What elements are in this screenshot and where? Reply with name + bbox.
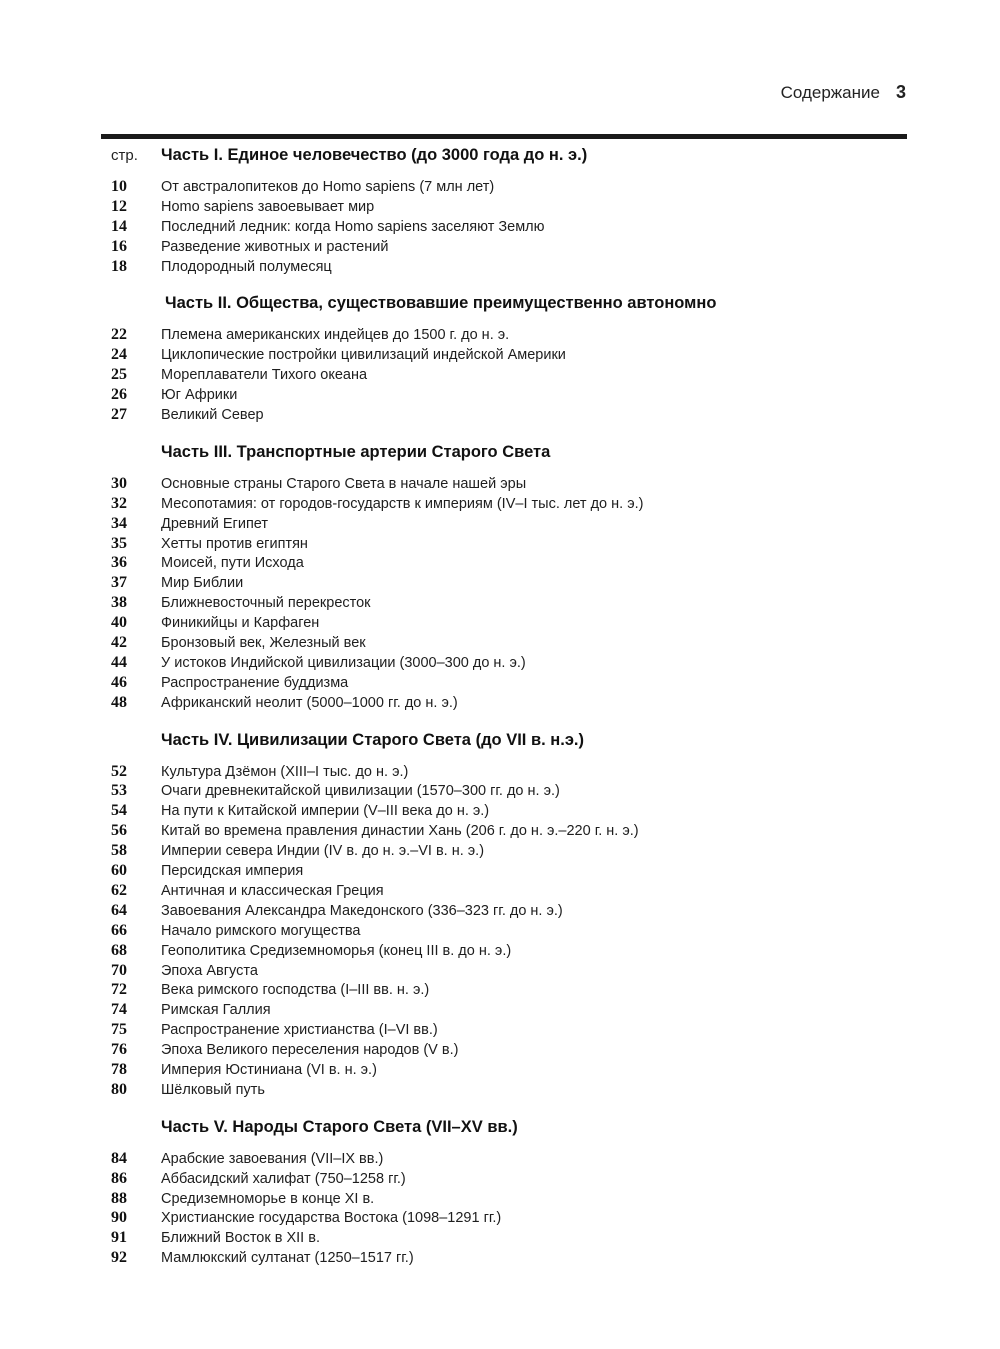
- header-rule: [101, 134, 907, 139]
- entry-page: 66: [111, 921, 127, 939]
- entry-page: 36: [111, 554, 127, 572]
- entry-page: 46: [111, 673, 127, 691]
- entry-title: Средиземноморье в конце XI в.: [161, 1190, 375, 1207]
- toc-entry[interactable]: [0, 1169, 1000, 1189]
- entry-page: 70: [111, 961, 127, 979]
- entry-page: 37: [111, 574, 127, 592]
- toc-entry[interactable]: [0, 553, 1000, 573]
- entry-page: 92: [111, 1249, 127, 1267]
- toc-entry[interactable]: [0, 325, 1000, 345]
- entry-page: 32: [111, 494, 127, 512]
- toc-entry[interactable]: [0, 762, 1000, 782]
- toc-entry[interactable]: [0, 514, 1000, 534]
- entry-title: Великий Север: [161, 407, 264, 424]
- entry-page: 53: [111, 782, 127, 800]
- toc-entry[interactable]: [0, 1040, 1000, 1060]
- entry-title: Последний ледник: когда Homo sapiens заселяют Землю: [161, 218, 545, 235]
- entry-title: Африканский неолит (5000–1000 гг. до н. э.): [161, 694, 458, 711]
- toc-entry[interactable]: [0, 257, 1000, 277]
- toc-entry[interactable]: [0, 613, 1000, 633]
- part-title: Часть II. Общества, существовавшие преимущественно автономно: [165, 294, 717, 313]
- entry-title: Юг Африки: [161, 387, 238, 404]
- entry-page: 90: [111, 1209, 127, 1227]
- toc-entry[interactable]: [0, 1189, 1000, 1209]
- entry-title: Основные страны Старого Света в начале нашей эры: [161, 475, 527, 492]
- section-heading: [0, 294, 1000, 320]
- entry-title: Эпоха Великого переселения народов (V в.): [161, 1042, 459, 1059]
- entry-page: 35: [111, 534, 127, 552]
- entry-page: 38: [111, 594, 127, 612]
- entry-title: Мореплаватели Тихого океана: [161, 367, 368, 384]
- toc-entry[interactable]: [0, 345, 1000, 365]
- toc-entry[interactable]: [0, 801, 1000, 821]
- entry-title: Античная и классическая Греция: [161, 882, 384, 899]
- entry-title: Империя Юстиниана (VI в. н. э.): [161, 1061, 377, 1078]
- toc-entry[interactable]: [0, 197, 1000, 217]
- entry-page: 60: [111, 862, 127, 880]
- toc-entry[interactable]: [0, 177, 1000, 197]
- entry-title: Бронзовый век, Железный век: [161, 635, 366, 652]
- toc-entry[interactable]: [0, 217, 1000, 237]
- entry-title: Распространение буддизма: [161, 674, 349, 691]
- entry-page: 26: [111, 386, 127, 404]
- entry-title: Очаги древнекитайской цивилизации (1570–300 гг. до н. э.): [161, 783, 560, 800]
- section-gap: [0, 1100, 1000, 1118]
- entry-page: 76: [111, 1041, 127, 1059]
- entry-title: Племена американских индейцев до 1500 г. до н. э.: [161, 327, 510, 344]
- toc-entry[interactable]: [0, 1228, 1000, 1248]
- entry-title: Эпоха Августа: [161, 962, 258, 979]
- entry-title: От австралопитеков до Homo sapiens (7 млн лет): [161, 179, 495, 195]
- entry-page: 42: [111, 634, 127, 652]
- section-heading: [0, 443, 1000, 469]
- toc-entry[interactable]: [0, 881, 1000, 901]
- entry-title: Древний Египет: [161, 515, 269, 532]
- entry-title: Шёлковый путь: [161, 1081, 265, 1098]
- toc-entry[interactable]: [0, 980, 1000, 1000]
- entry-page: 54: [111, 802, 127, 820]
- entry-page: 40: [111, 614, 127, 632]
- toc-entry[interactable]: [0, 821, 1000, 841]
- table-of-contents: [0, 146, 1000, 1268]
- entry-title: Плодородный полумесяц: [161, 258, 332, 275]
- toc-entry[interactable]: [0, 653, 1000, 673]
- entry-page: 27: [111, 406, 127, 424]
- entry-page: 10: [111, 178, 127, 195]
- toc-entry[interactable]: [0, 781, 1000, 801]
- entry-page: 44: [111, 653, 127, 671]
- entry-title: Века римского господства (I–III вв. н. э.): [161, 982, 430, 999]
- toc-entry[interactable]: [0, 405, 1000, 425]
- toc-entry[interactable]: [0, 1060, 1000, 1080]
- entry-title: Империи севера Индии (IV в. до н. э.–VI в. н. э.): [161, 843, 485, 860]
- toc-entry[interactable]: [0, 1020, 1000, 1040]
- section-heading: [0, 1118, 1000, 1144]
- entry-page: 78: [111, 1060, 127, 1078]
- entry-page: 62: [111, 881, 127, 899]
- toc-entry[interactable]: [0, 633, 1000, 653]
- entry-page: 25: [111, 366, 127, 384]
- entry-page: 34: [111, 514, 127, 532]
- entry-page: 74: [111, 1001, 127, 1019]
- entry-title: Финикийцы и Карфаген: [161, 615, 320, 632]
- part-title: Часть I. Единое человечество (до 3000 года до н. э.): [161, 146, 588, 164]
- toc-entry[interactable]: [0, 941, 1000, 961]
- entry-title: Геополитика Средиземноморья (конец III в. до н. э.): [161, 942, 512, 959]
- entry-title: Арабские завоевания (VII–IX вв.): [161, 1150, 384, 1167]
- toc-entry[interactable]: [0, 365, 1000, 385]
- entry-title: Китай во времена правления династии Хань (206 г. до н. э.–220 г. н. э.): [161, 823, 639, 840]
- toc-entry[interactable]: [0, 861, 1000, 881]
- entry-title: Homo sapiens завоевывает мир: [161, 198, 375, 215]
- toc-entry[interactable]: [0, 673, 1000, 693]
- toc-entry[interactable]: [0, 474, 1000, 494]
- entry-title: Циклопические постройки цивилизаций индейской Америки: [161, 347, 566, 364]
- entry-title: У истоков Индийской цивилизации (3000–300 до н. э.): [161, 654, 526, 671]
- entry-title: Разведение животных и растений: [161, 238, 389, 255]
- toc-entry[interactable]: [0, 921, 1000, 941]
- entry-page: 16: [111, 237, 127, 255]
- toc-entry[interactable]: [0, 1000, 1000, 1020]
- section-gap: [0, 713, 1000, 731]
- section-heading: [0, 731, 1000, 757]
- entry-page: 12: [111, 197, 127, 215]
- section-gap: [0, 425, 1000, 443]
- toc-entry[interactable]: [0, 534, 1000, 554]
- entry-title: Мир Библии: [161, 575, 244, 592]
- toc-entry[interactable]: [0, 1208, 1000, 1228]
- entry-title: Христианские государства Востока (1098–1291 гг.): [161, 1210, 502, 1227]
- entry-title: Моисей, пути Исхода: [161, 555, 304, 572]
- entry-page: 14: [111, 217, 127, 235]
- toc-entry[interactable]: [0, 494, 1000, 514]
- entry-page: 18: [111, 257, 127, 275]
- entry-page: 84: [111, 1149, 127, 1167]
- entry-title: Римская Галлия: [161, 1002, 271, 1019]
- page-column-label: стр.: [111, 147, 138, 164]
- entry-page: 80: [111, 1080, 127, 1098]
- part-title: Часть V. Народы Старого Света (VII–XV вв.): [161, 1117, 518, 1136]
- entry-title: Культура Дзёмон (XIII–I тыс. до н. э.): [161, 763, 409, 780]
- toc-entry[interactable]: [0, 1080, 1000, 1100]
- entry-title: Начало римского могущества: [161, 922, 361, 939]
- toc-entry[interactable]: [0, 385, 1000, 405]
- toc-entry[interactable]: [0, 841, 1000, 861]
- entry-page: 52: [111, 762, 127, 780]
- entry-title: Хетты против египтян: [161, 535, 308, 552]
- toc-entry[interactable]: [0, 573, 1000, 593]
- entry-title: Ближневосточный перекресток: [161, 595, 371, 612]
- entry-page: 48: [111, 693, 127, 711]
- toc-entry[interactable]: [0, 901, 1000, 921]
- entry-page: 72: [111, 981, 127, 999]
- toc-entry[interactable]: [0, 1149, 1000, 1169]
- entry-title: Ближний Восток в XII в.: [161, 1230, 320, 1247]
- part-title: Часть III. Транспортные артерии Старого Света: [161, 442, 551, 461]
- part-title: Часть IV. Цивилизации Старого Света (до VII в. н.э.): [161, 730, 585, 749]
- toc-entry[interactable]: [0, 593, 1000, 613]
- section-heading: [0, 146, 1000, 172]
- entry-title: Завоевания Александра Македонского (336–323 гг. до н. э.): [161, 902, 563, 919]
- entry-page: 64: [111, 901, 127, 919]
- entry-page: 86: [111, 1169, 127, 1187]
- running-head-title: Содержание: [780, 83, 880, 102]
- entry-page: 56: [111, 822, 127, 840]
- running-head: [781, 82, 906, 103]
- entry-page: 30: [111, 474, 127, 492]
- entry-title: Мамлюкский султанат (1250–1517 гг.): [161, 1250, 414, 1267]
- section-gap: [0, 276, 1000, 294]
- entry-page: 58: [111, 842, 127, 860]
- entry-page: 75: [111, 1021, 127, 1039]
- entry-title: Месопотамия: от городов-государств к империям (IV–I тыс. лет до н. э.): [161, 495, 644, 512]
- entry-page: 91: [111, 1229, 127, 1247]
- entry-title: На пути к Китайской империи (V–III века до н. э.): [161, 803, 490, 820]
- toc-entry[interactable]: [0, 1248, 1000, 1268]
- entry-page: 68: [111, 941, 127, 959]
- entry-page: 22: [111, 326, 127, 344]
- toc-entry[interactable]: [0, 237, 1000, 257]
- entry-page: 88: [111, 1189, 127, 1207]
- page-number: 3: [895, 82, 906, 102]
- entry-title: Распространение христианства (I–VI вв.): [161, 1022, 438, 1039]
- entry-title: Персидская империя: [161, 863, 304, 880]
- entry-page: 24: [111, 346, 127, 364]
- toc-entry[interactable]: [0, 961, 1000, 981]
- toc-entry[interactable]: [0, 693, 1000, 713]
- entry-title: Аббасидский халифат (750–1258 гг.): [161, 1170, 406, 1187]
